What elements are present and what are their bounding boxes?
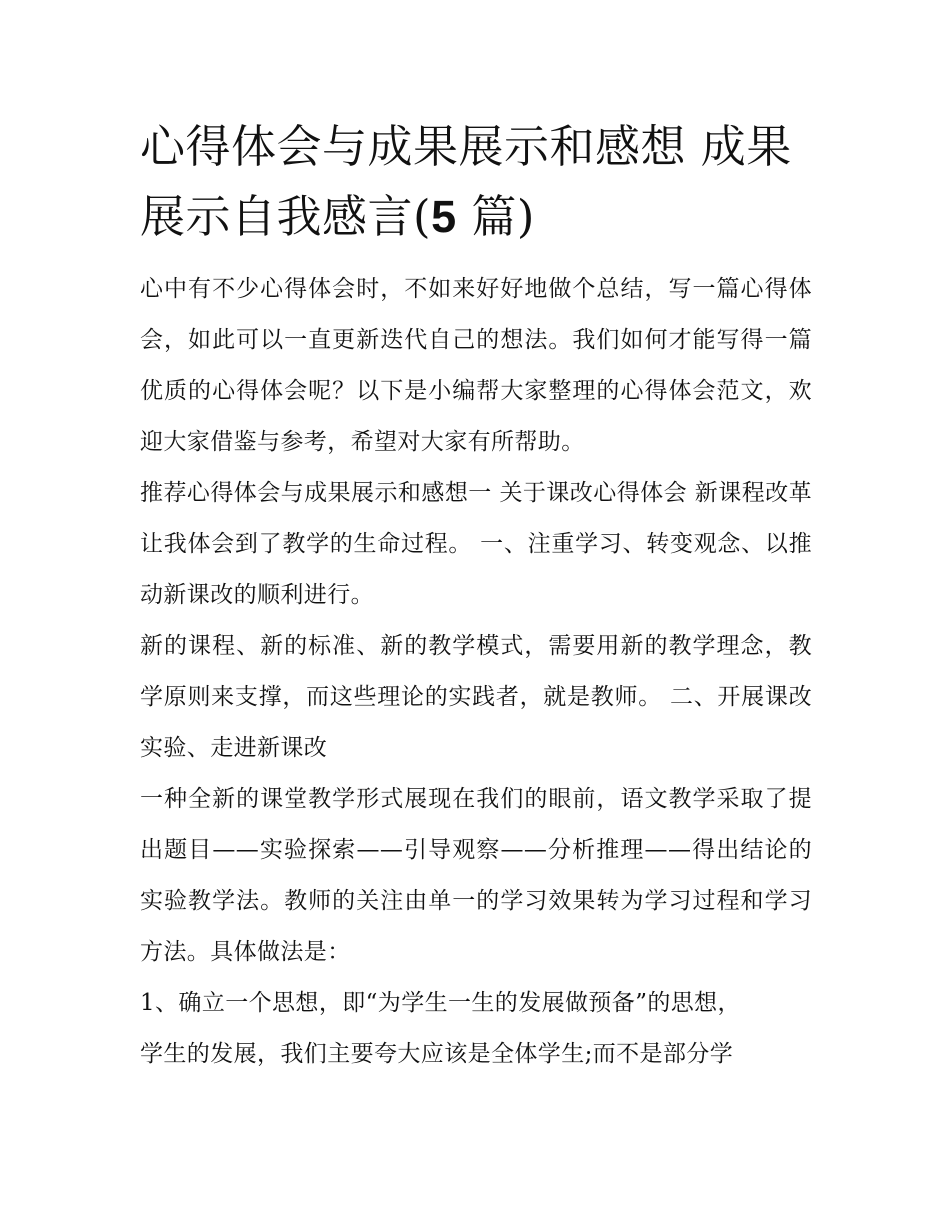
student-development-paragraph: 学生的发展，我们主要夸大应该是全体学生;而不是部分学 <box>140 1041 734 1067</box>
title-number: 5 <box>431 191 457 242</box>
intro-paragraph: 心中有不少心得体会时，不如来好好地做个总结，写一篇心得体会，如此可以一直更新迭代自己的想法。我们如何才能写得一篇优质的心得体会呢？以下是小编帮大家整理的心得体会范文，欢迎大家借鉴与参考，希望对大家有所帮助。 <box>140 276 812 455</box>
document-page <box>140 112 812 1080</box>
numbered-point-paragraph: 1、确立一个思想，即“为学生一生的发展做预备”的思想， <box>140 990 741 1016</box>
recommendation-paragraph: 推荐心得体会与成果展示和感想一 关于课改心得体会 新课程改革让我体会到了教学的生命过程。 一、注重学习、转变观念、以推动新课改的顺利进行。 <box>140 480 812 608</box>
curriculum-paragraph: 新的课程、新的标准、新的教学模式，需要用新的教学理念，教学原则来支撑，而这些理论的实践者，就是教师。 二、开展课改实验、走进新课改 <box>140 633 812 761</box>
document-title <box>140 112 812 252</box>
document-body <box>140 264 812 1080</box>
teaching-method-paragraph: 一种全新的课堂教学形式展现在我们的眼前，语文教学采取了提出题目——实验探索——引导观察——分析推理——得出结论的实验教学法。教师的关注由单一的学习效果转为学习过程和学习方法。具体做法是： <box>140 786 812 965</box>
title-suffix: 篇) <box>456 190 535 243</box>
title-text: 心得体会与成果展示和感想 成果展示自我感言( <box>140 120 792 243</box>
